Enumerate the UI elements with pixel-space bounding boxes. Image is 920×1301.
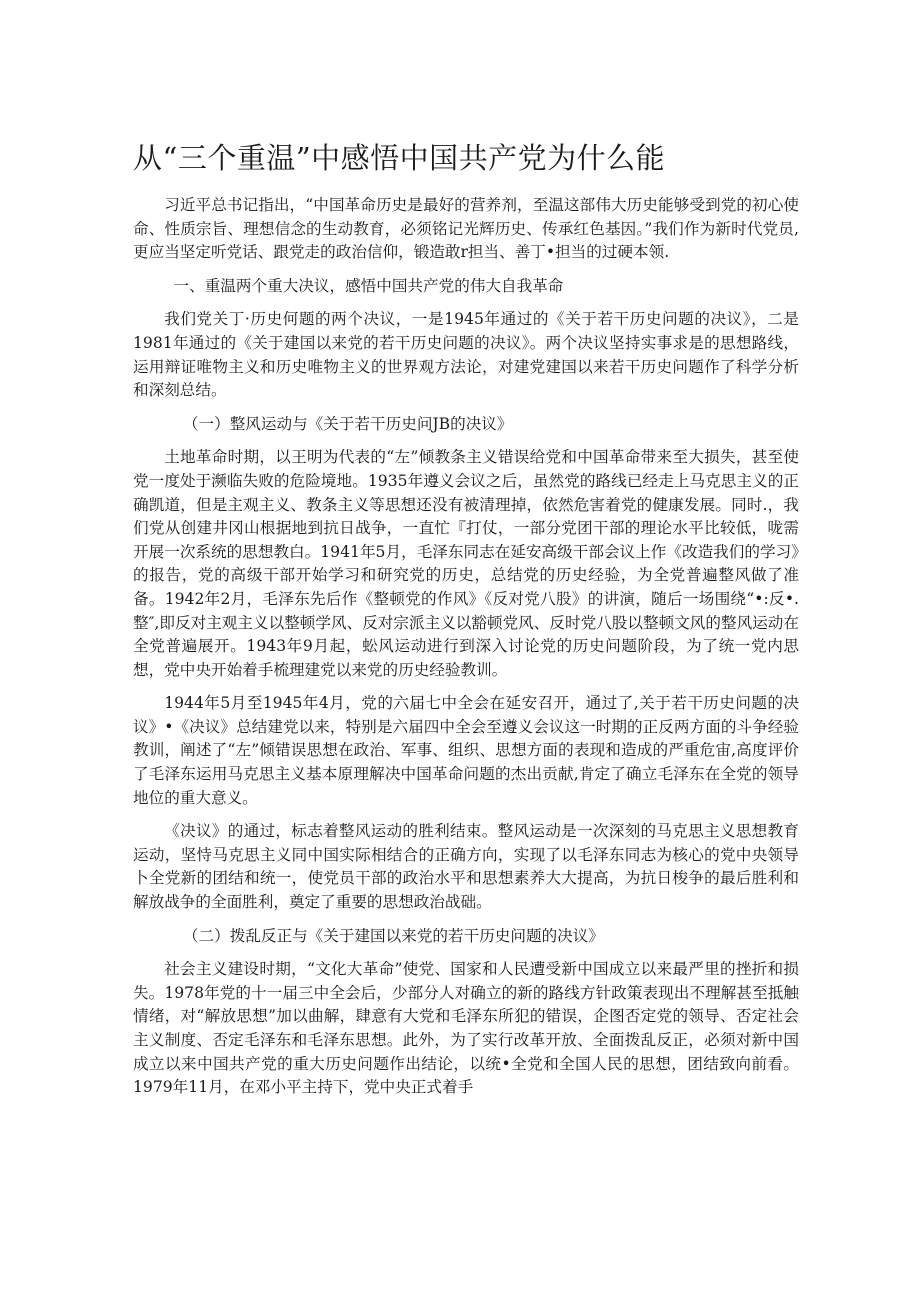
paragraph-intro: 习近平总书记指出，“中国革命历史是最好的营养剂，至温这部伟大历史能够受到党的初心使命、性质宗旨、理想信念的生动教育，必须铭记光辉历史、传承红色基因。”我们作为新时代党员,更应当坚定听党话、跟党走的政治信仰，锻造敢r担当、善丁•担当的过硬本领. <box>133 196 799 262</box>
subsection-heading-2: （二）拨乱反正与《关于建国以来党的若干历史问题的决议》 <box>182 926 604 945</box>
document-title: 从“三个重温”中感悟中国共产党为什么能 <box>133 141 666 175</box>
paragraph-rectification: 土地革命时期，以王明为代表的“左”倾教条主义错误给党和中国革命带来至大损失，甚至使党一度处于濒临失败的危险境地。1935年遵义会议之后，虽然党的路线已经走上马克思主义的正确凯道，但是主观主义、教条主义等思想还没有被清理掉，依然危害着党的健康发展。同时.，我们党从创建井冈山根据地到抗日战争，一直忙『打仗，一部分党团干部的理论水平比较低，咙需开展一次系统的思想教白。1941年5月，毛泽东同志在延安高级干部会议上作《改造我们的学习》的报告，党的高级干部开始学习和研究党的历史，总结党的历史经验，为全党普遍整风做了准备。1942年2月，毛泽东先后作《整顿党的作风》《反对党八股》的讲演，随后一场围绕“•:反•.整″,即反对主观主义以整顿学风、反对宗派主义以豁顿党风、反时党八股以整顿文风的整风运动在全党普遍展开。1943年9月起，蚣风运动进行到深入讨论党的历史问题阶段，为了统一党内思想，党中央开始着手梳理建党以来党的历史经验教训。 <box>133 448 799 679</box>
document-page <box>133 138 799 1110</box>
subsection-heading-1: （一）整风运动与《关于若干历史问JB的决议》 <box>182 414 513 433</box>
paragraph-resolution-passed: 《决议》的通过，标志着整风运动的胜利结束。整风运动是一次深刻的马克思主义思想教育运动，坚恃马克思主义同中国实际相结合的正确方向，实现了以毛泽东同志为核心的党中央领导卜全党新的团结和统一，使党员干部的政治水平和思想素养大大提高，为抗日梭争的最后胜利和解放战争的全面胜利，奠定了重要的思想政治战础。 <box>133 822 799 912</box>
paragraph-socialist-construction: 社会主义建设时期，“文化大革命”使党、国家和人民遭受新中国成立以来最严里的挫折和损失。1978年党的十一届三中全会后，少部分人对确立的新的路线方针政策表现出不理解甚至抵触情绪，对“解放思想”加以曲解，肆意有大党和毛泽东所犯的错误，企图否定党的领导、否定社会主义制度、否定毛泽东和毛泽东思想。此外，为了实行改革开放、全面拨乱反正，必须对新中国成立以来中国共产党的重大历史问题作出结论，以统•全党和全国人民的思想，团结致向前看。1979年11月，在邓小平主持下，党中央正式着手 <box>133 960 799 1097</box>
paragraph-two-resolutions: 我们党关丁·历史何题的两个决议，一是1945年通过的《关于若干历史问题的决议》，二是1981年通过的《关于建国以来党的若干历史问题的决议》。两个决议坚持实事求是的思想路线，运用辩证唯物主义和历史唯物主义的世界观方法论，对建党建国以来若干历史问题作了科学分析和深刻总结。 <box>133 310 799 400</box>
paragraph-seventh-plenum: 1944年5月至1945年4月，党的六届七中全会在延安召开，通过了,关于若干历史问题的决议》•《决议》总结建党以来，特别是六届四中全会至遵义会议这一时期的正反两方面的斗争经验教训，阐述了“左”倾错误思想在政治、军事、组织、思想方面的表现和造成的严重危宙,高度评价了毛泽东运用马克思主义基本原理解决中国革命问题的杰出贡献,肯定了确立毛泽东在全党的领导地位的重大意义。 <box>133 694 799 807</box>
section-heading-1: 一、重温两个重大决议，感悟中国共产党的伟大自我革命 <box>173 276 564 295</box>
